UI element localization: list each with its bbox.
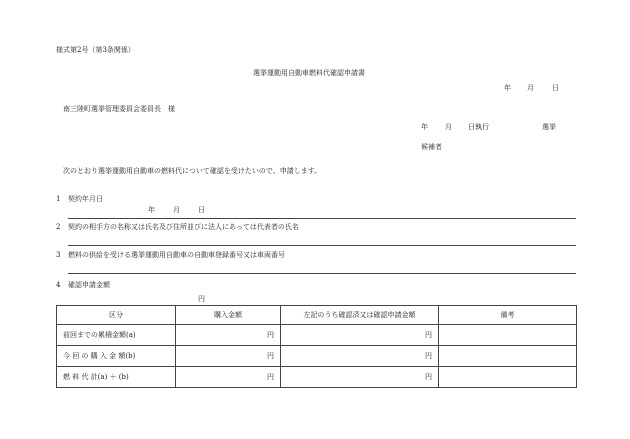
cell-purchase-amount: 円 [176,325,281,346]
row-label-previous-cumulative: 前回までの累積金額(a) [57,325,176,346]
table-row [57,367,577,388]
date-day: 日 [552,84,559,92]
cell-remarks [439,346,577,367]
election-year: 年 [421,123,428,131]
item-3-number: 3 [56,251,61,259]
cell-confirmed-amount: 円 [281,367,439,388]
cell-purchase-amount: 円 [176,346,281,367]
date-year: 年 [504,84,511,92]
item-2-label: 契約の相手方の名称又は氏名及び住所並びに法人にあっては代表者の氏名 [68,223,299,231]
fuel-fee-table [56,305,577,388]
item-1-label: 契約年月日 [68,195,103,203]
form-id: 様式第2号（第3条関係） [56,46,135,54]
election-label: 選挙 [542,123,556,131]
document-title: 選挙運動用自動車燃料代確認申請書 [253,69,365,77]
table-row [57,346,577,367]
election-month: 月 [445,123,452,131]
header-purchase-amount: 購入金額 [176,306,281,325]
cell-purchase-amount: 円 [176,367,281,388]
item-1-day: 日 [198,206,205,214]
addressee: 南三陸町選挙管理委員会委員長 様 [63,105,175,113]
row-label-fuel-total: 燃 料 代 計(a) ＋ (b) [57,367,176,388]
item-3-label: 燃料の供給を受ける選挙運動用自動車の自動車登録番号又は車両番号 [68,251,285,259]
item-1-year: 年 [148,206,155,214]
header-confirmed-amount: 左記のうち確認済又は確認申請金額 [281,306,439,325]
cell-confirmed-amount: 円 [281,346,439,367]
cell-remarks [439,325,577,346]
item-4-number: 4 [56,281,61,289]
item-4-unit: 円 [198,295,205,303]
item-2-number: 2 [56,223,61,231]
table-header-row [57,306,577,325]
header-remarks: 備考 [439,306,577,325]
item-1-month: 月 [173,206,180,214]
item-1-underline [68,218,576,219]
intro-text: 次のとおり選挙運動用自動車の燃料代について確認を受けたいので、申請します。 [63,167,322,175]
election-day-held: 日執行 [468,123,489,131]
item-3-underline [68,273,576,274]
cell-confirmed-amount: 円 [281,325,439,346]
item-2-underline [68,245,576,246]
table-row [57,325,577,346]
candidate-label: 候補者 [421,143,442,151]
header-category: 区分 [57,306,176,325]
item-4-label: 確認申請金額 [68,281,110,289]
row-label-current-purchase: 今 回 の 購 入 金 額(b) [57,346,176,367]
item-1-number: 1 [56,195,61,203]
cell-remarks [439,367,577,388]
date-month: 月 [527,84,534,92]
